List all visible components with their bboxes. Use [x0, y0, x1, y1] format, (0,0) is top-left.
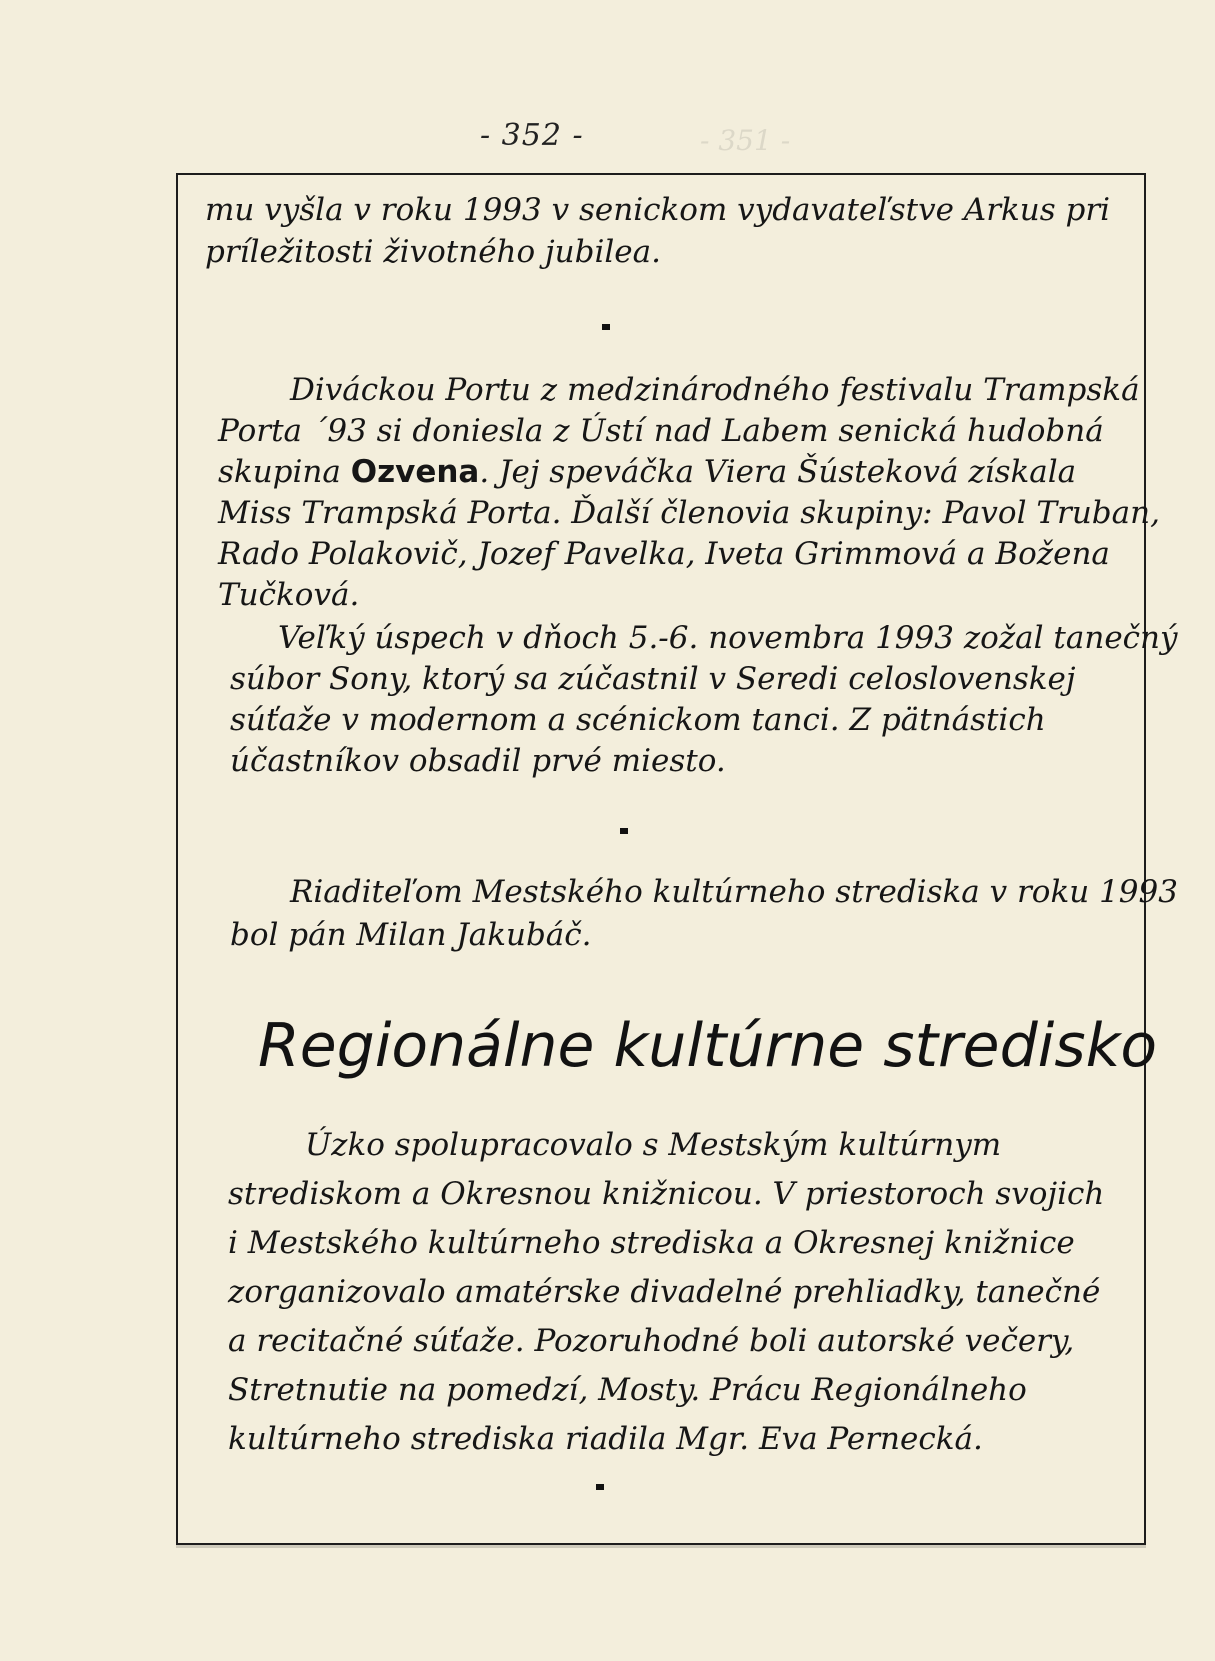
paragraph-2-line-1: Diváckou Portu z medzinárodného festivalu Trampská: [290, 372, 1140, 408]
paragraph-5-line-2: strediskom a Okresnou knižnicou. V priestoroch svojich: [228, 1176, 1105, 1212]
paragraph-4-line-1: Riaditeľom Mestského kultúrneho strediska v roku 1993: [290, 874, 1178, 910]
paragraph-2-line-2: Porta ´93 si doniesla z Ústí nad Labem senická hudobná: [218, 413, 1104, 449]
paragraph-2-line-6: Tučková.: [218, 577, 360, 613]
paragraph-3-line-4: účastníkov obsadil prvé miesto.: [230, 743, 726, 779]
paragraph-2-line-3-end: . Jej speváčka Viera Šústeková získala: [479, 454, 1077, 490]
paragraph-5-line-3: i Mestského kultúrneho strediska a Okresnej knižnice: [228, 1225, 1075, 1261]
section-marker: [596, 1484, 604, 1490]
paragraph-2-line-3: [218, 452, 1076, 492]
band-name: Ozvena: [350, 454, 480, 490]
paragraph-2-line-3-start: skupina: [218, 454, 351, 490]
paragraph-5-line-6: Stretnutie na pomedzí, Mosty. Prácu Regionálneho: [228, 1372, 1027, 1408]
bleed-through-page-number: - 351 -: [700, 124, 791, 157]
paragraph-1-line-1: mu vyšla v roku 1993 v senickom vydavateľstve Arkus pri: [205, 192, 1111, 228]
section-marker: [602, 324, 610, 330]
paragraph-5-line-5: a recitačné súťaže. Pozoruhodné boli autorské večery,: [228, 1323, 1075, 1359]
paragraph-5-line-4: zorganizovalo amatérske divadelné prehliadky, tanečné: [228, 1274, 1101, 1310]
frame-shadow: [176, 1545, 1146, 1548]
paragraph-2-line-5: Rado Polakovič, Jozef Pavelka, Iveta Grimmová a Božena: [218, 536, 1110, 572]
paragraph-3-line-2: súbor Sony, ktorý sa zúčastnil v Seredi celoslovenskej: [230, 661, 1076, 697]
section-heading: Regionálne kultúrne stredisko: [258, 1011, 1158, 1081]
section-marker: [620, 828, 628, 834]
paragraph-2-line-4: Miss Trampská Porta. Ďalší členovia skupiny: Pavol Truban,: [218, 495, 1160, 531]
paragraph-5-line-7: kultúrneho strediska riadila Mgr. Eva Pernecká.: [228, 1421, 983, 1457]
paragraph-1-line-2: príležitosti životného jubilea.: [205, 234, 661, 270]
paragraph-3-line-3: súťaže v modernom a scénickom tanci. Z pätnástich: [230, 702, 1046, 738]
paragraph-4-line-2: bol pán Milan Jakubáč.: [230, 917, 592, 953]
paragraph-3-line-1: Veľký úspech v dňoch 5.-6. novembra 1993 zožal tanečný: [278, 620, 1178, 656]
paragraph-5-line-1: Úzko spolupracovalo s Mestským kultúrnym: [305, 1127, 1002, 1163]
page-number: - 352 -: [480, 118, 584, 153]
